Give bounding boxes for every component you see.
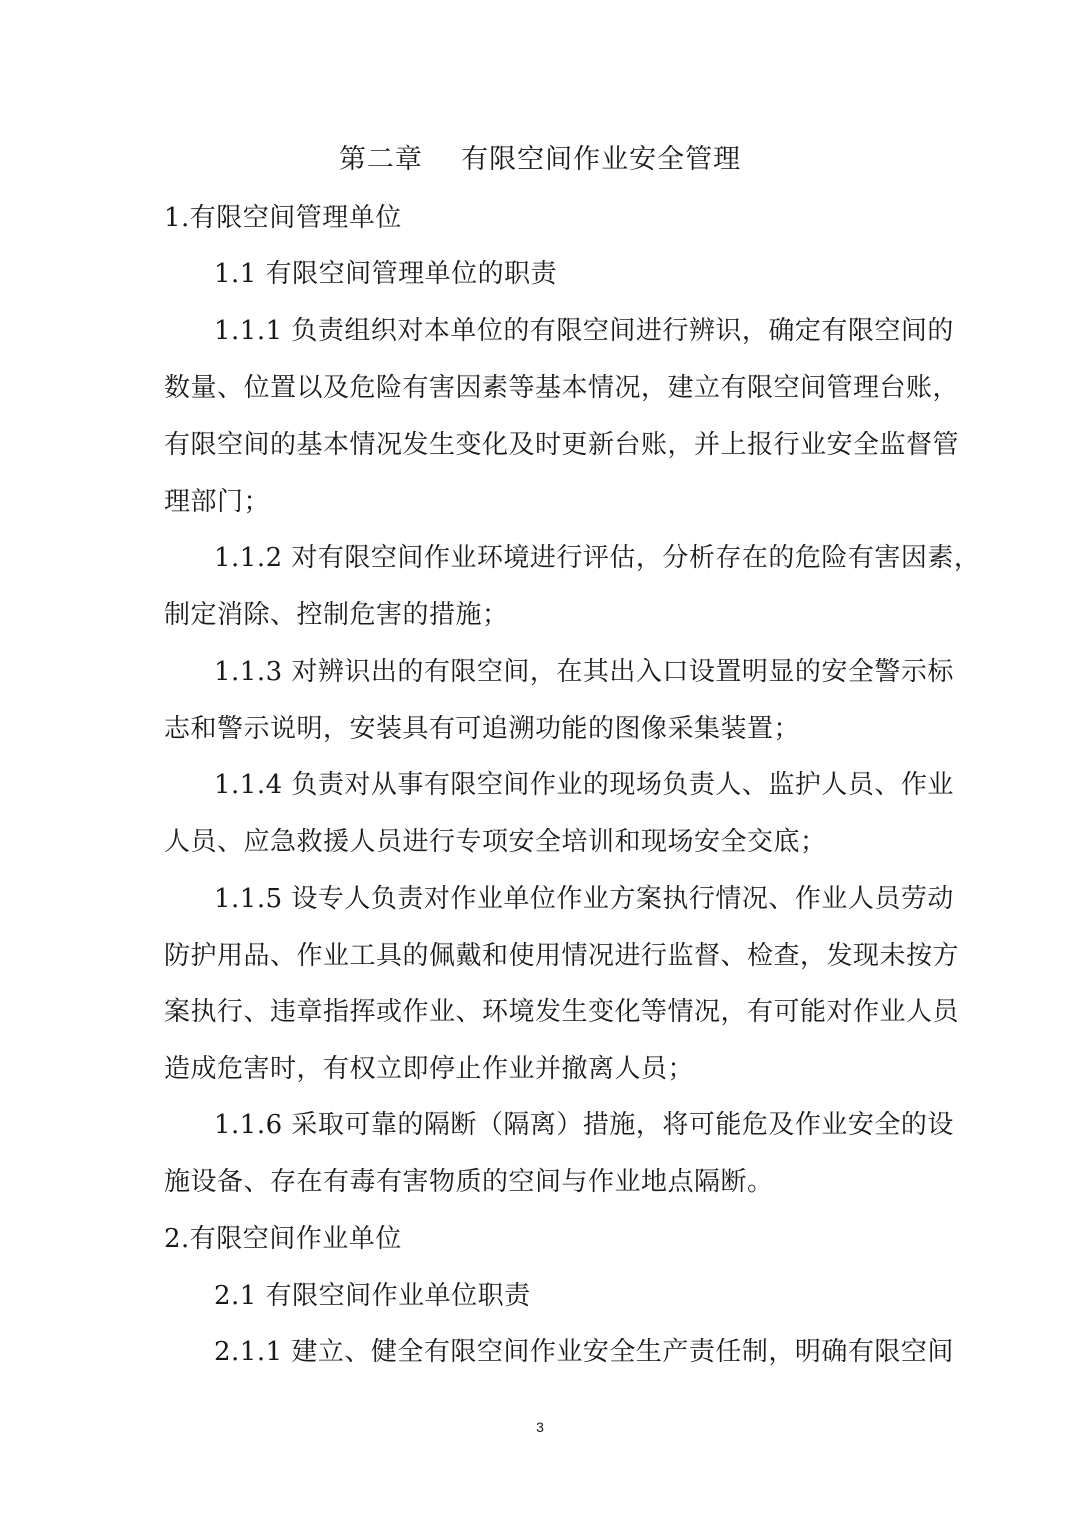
paragraph-line: 防护用品、作业工具的佩戴和使用情况进行监督、检查，发现未按方: [164, 941, 960, 971]
paragraph-line: 人员、应急救援人员进行专项安全培训和现场安全交底；: [164, 827, 827, 857]
section-heading-1: 1.有限空间管理单位: [164, 203, 402, 233]
page-number: 3: [536, 1419, 544, 1435]
section-heading-2: 2.有限空间作业单位: [164, 1224, 402, 1254]
chapter-title: 第二章 有限空间作业安全管理: [338, 144, 742, 175]
paragraph-line: 数量、位置以及危险有害因素等基本情况，建立有限空间管理台账，: [164, 373, 960, 403]
paragraph-line: 1.1.2 对有限空间作业环境进行评估，分析存在的危险有害因素，: [214, 543, 981, 573]
subsection-heading-1-1: 1.1 有限空间管理单位的职责: [214, 259, 558, 289]
paragraph-line: 1.1.6 采取可靠的隔断（隔离）措施，将可能危及作业安全的设: [214, 1110, 954, 1140]
paragraph-line: 1.1.5 设专人负责对作业单位作业方案执行情况、作业人员劳动: [214, 884, 954, 914]
paragraph-line: 案执行、违章指挥或作业、环境发生变化等情况，有可能对作业人员: [164, 997, 960, 1027]
paragraph-line: 施设备、存在有毒有害物质的空间与作业地点隔断。: [164, 1167, 774, 1197]
paragraph-line: 理部门；: [164, 487, 271, 517]
subsection-heading-2-1: 2.1 有限空间作业单位职责: [214, 1281, 531, 1311]
paragraph-line: 2.1.1 建立、健全有限空间作业安全生产责任制，明确有限空间: [214, 1337, 954, 1367]
paragraph-line: 1.1.4 负责对从事有限空间作业的现场负责人、监护人员、作业: [214, 770, 954, 800]
paragraph-line: 1.1.3 对辨识出的有限空间，在其出入口设置明显的安全警示标: [214, 657, 954, 687]
paragraph-line: 志和警示说明，安装具有可追溯功能的图像采集装置；: [164, 714, 801, 744]
paragraph-line: 1.1.1 负责组织对本单位的有限空间进行辨识，确定有限空间的: [214, 316, 954, 346]
paragraph-line: 制定消除、控制危害的措施；: [164, 600, 509, 630]
paragraph-line: 造成危害时，有权立即停止作业并撤离人员；: [164, 1054, 695, 1084]
paragraph-line: 有限空间的基本情况发生变化及时更新台账，并上报行业安全监督管: [164, 430, 960, 460]
